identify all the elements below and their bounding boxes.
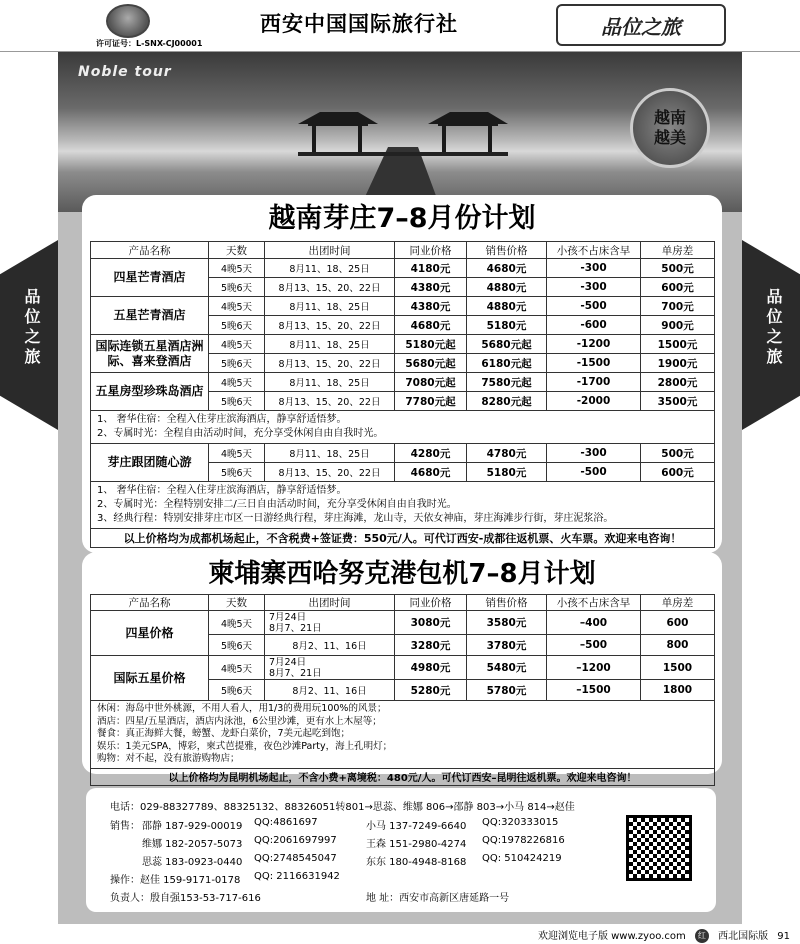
vietnam-footnote: 以上价格均为成都机场起止，不含税费+签证费：550元/人。可代订西安-成都往返机票、火车票。欢迎来电咨询！ <box>91 529 715 548</box>
trade-price: 4280元 <box>395 444 467 463</box>
sales-qq: QQ:1978226816 <box>482 835 565 846</box>
trade-price: 4380元 <box>395 297 467 316</box>
days-cell: 4晚5天 <box>209 335 265 354</box>
product-name: 芽庄跟团随心游 <box>91 444 209 482</box>
retail-price: 7580元起 <box>467 373 547 392</box>
trade-price: 5180元起 <box>395 335 467 354</box>
footer-row <box>91 529 715 548</box>
noble-tour-label: Noble tour <box>78 64 172 80</box>
date-cell: 8月13、15、20、22日 <box>265 463 395 482</box>
child-price: –400 <box>547 611 641 635</box>
retail-price: 4880元 <box>467 297 547 316</box>
retail-price: 8280元起 <box>467 392 547 411</box>
single-supplement: 1900元 <box>641 354 715 373</box>
side-tab-right-text: 品位之旅 <box>764 288 783 368</box>
days-cell: 5晚6天 <box>209 316 265 335</box>
trade-price: 7080元起 <box>395 373 467 392</box>
col-header: 同业价格 <box>395 595 467 611</box>
badge-line-2: 越美 <box>653 128 686 147</box>
days-cell: 4晚5天 <box>209 373 265 392</box>
brand-logo: 品位之旅 <box>556 4 726 46</box>
notes-row <box>91 482 715 529</box>
child-price: –1200 <box>547 656 641 680</box>
single-supplement: 600 <box>641 611 715 635</box>
date-cell: 8月13、15、20、22日 <box>265 392 395 411</box>
retail-price: 4680元 <box>467 259 547 278</box>
trade-price: 7780元起 <box>395 392 467 411</box>
note-line: 1、 奢华住宿：全程入住芽庄滨海酒店，静享舒适悟梦。 <box>97 485 347 496</box>
days-cell: 4晚5天 <box>209 297 265 316</box>
retail-price: 3780元 <box>467 635 547 656</box>
trade-price: 5280元 <box>395 680 467 701</box>
product-name: 四星芒青酒店 <box>91 259 209 297</box>
cambodia-price-table <box>90 594 715 786</box>
col-header: 产品名称 <box>91 242 209 259</box>
col-header: 出团时间 <box>265 242 395 259</box>
cambodia-footnote: 以上价格均为昆明机场起止，不含小费+离境税：480元/人。可代订西安–昆明往返机票。欢迎来电咨询！ <box>91 768 715 785</box>
col-header: 销售价格 <box>467 595 547 611</box>
days-cell: 5晚6天 <box>209 635 265 656</box>
date-cell: 8月11、18、25日 <box>265 373 395 392</box>
child-price: -1500 <box>547 354 641 373</box>
child-price: -1200 <box>547 335 641 354</box>
note-line: 2、专属时光：全程自由活动时间，充分享受休闲自由自我时光。 <box>97 428 384 439</box>
retail-price: 4880元 <box>467 278 547 297</box>
single-supplement: 500元 <box>641 444 715 463</box>
days-cell: 5晚6天 <box>209 278 265 297</box>
sales-label: 销售： <box>110 821 140 832</box>
operator-line: 操作：赵佳 159-9171-0178 <box>110 875 241 886</box>
side-tab-left-text: 品位之旅 <box>22 288 41 368</box>
date-cell: 8月11、18、25日 <box>265 335 395 354</box>
sales-qq: QQ: 510424219 <box>482 853 562 864</box>
manager-line: 负责人：殷自强153-53-717-616 <box>110 893 261 904</box>
date-cell: 8月2、11、16日 <box>265 680 395 701</box>
sales-qq: QQ:4861697 <box>254 817 318 828</box>
child-price: -1700 <box>547 373 641 392</box>
note-line: 酒店：四星/五星酒店，酒店内泳池，6公里沙滩，更有水上木屋等； <box>97 715 382 727</box>
single-supplement: 1500元 <box>641 335 715 354</box>
retail-price: 6180元起 <box>467 354 547 373</box>
footer-edition: 西北国际版 <box>718 931 769 942</box>
single-supplement: 600元 <box>641 463 715 482</box>
badge-line-1: 越南 <box>653 108 686 127</box>
retail-price: 5780元 <box>467 680 547 701</box>
license-number: 许可证号：L-SNX-CJ00001 <box>96 39 203 48</box>
col-header: 单房差 <box>641 242 715 259</box>
single-supplement: 800 <box>641 635 715 656</box>
retail-price: 5480元 <box>467 656 547 680</box>
retail-price: 4780元 <box>467 444 547 463</box>
page-header <box>0 0 800 52</box>
table-row <box>91 259 715 278</box>
product-name: 五星芒青酒店 <box>91 297 209 335</box>
col-header: 产品名称 <box>91 595 209 611</box>
sales-qq: QQ:320333015 <box>482 817 559 828</box>
single-supplement: 500元 <box>641 259 715 278</box>
trade-price: 4680元 <box>395 316 467 335</box>
child-price: -2000 <box>547 392 641 411</box>
retail-price: 5180元 <box>467 316 547 335</box>
page-footer <box>532 927 790 943</box>
vietnam-badge <box>630 88 710 168</box>
product-name: 五星房型珍珠岛酒店 <box>91 373 209 411</box>
footer-website[interactable]: 欢迎浏览电子版 www.zyoo.com <box>537 931 686 942</box>
vietnam-title: 越南芽庄7–8月份计划 <box>268 203 536 234</box>
date-line: 7月24日 <box>269 611 307 623</box>
product-name: 国际连锁五星酒店洲际、喜来登酒店 <box>91 335 209 373</box>
days-cell: 4晚5天 <box>209 611 265 635</box>
trade-price: 3080元 <box>395 611 467 635</box>
days-cell: 4晚5天 <box>209 656 265 680</box>
trade-price: 4680元 <box>395 463 467 482</box>
note-line: 3、经典行程：特别安排芽庄市区一日游经典行程，芽庄海滩，龙山寺，天依女神庙，芽庄海滩步行街，芽庄泥浆浴。 <box>97 513 614 524</box>
date-cell: 8月11、18、25日 <box>265 444 395 463</box>
page-number: 91 <box>777 931 790 942</box>
single-supplement: 1800 <box>641 680 715 701</box>
cambodia-title: 柬埔寨西哈努克港包机7–8月计划 <box>208 559 596 589</box>
address-line: 地 址：西安市高新区唐延路一号 <box>366 893 510 904</box>
days-cell: 4晚5天 <box>209 259 265 278</box>
date-cell: 8月11、18、25日 <box>265 259 395 278</box>
days-cell: 4晚5天 <box>209 444 265 463</box>
col-header: 天数 <box>209 595 265 611</box>
table-row <box>91 335 715 354</box>
note-line: 2、专属时光：全程特别安排二/三日自由活动时间，充分享受休闲自由自我时光。 <box>97 499 457 510</box>
child-price: -600 <box>547 316 641 335</box>
col-header: 单房差 <box>641 595 715 611</box>
note-line: 餐食：真正海鲜大餐，螃蟹、龙虾白菜价，7美元起吃到饱； <box>97 728 351 739</box>
notes-row <box>91 701 715 769</box>
col-header: 同业价格 <box>395 242 467 259</box>
days-cell: 5晚6天 <box>209 463 265 482</box>
child-price: -300 <box>547 259 641 278</box>
days-cell: 5晚6天 <box>209 354 265 373</box>
child-price: –500 <box>547 635 641 656</box>
sales-contact: 思蕊 183-0923-0440 <box>142 857 243 868</box>
single-supplement: 1500 <box>641 656 715 680</box>
child-price: -500 <box>547 297 641 316</box>
date-cell: 8月13、15、20、22日 <box>265 354 395 373</box>
table-row <box>91 611 715 635</box>
date-cell: 8月13、15、20、22日 <box>265 278 395 297</box>
days-cell: 5晚6天 <box>209 392 265 411</box>
single-supplement: 900元 <box>641 316 715 335</box>
date-line: 8月7、21日 <box>269 622 322 634</box>
table-row <box>91 444 715 463</box>
single-supplement: 3500元 <box>641 392 715 411</box>
date-line: 8月7、21日 <box>269 667 322 679</box>
col-header: 销售价格 <box>467 242 547 259</box>
single-supplement: 2800元 <box>641 373 715 392</box>
cits-logo <box>106 4 150 38</box>
qr-code[interactable] <box>626 815 692 881</box>
tour-notes <box>91 482 715 529</box>
days-cell: 5晚6天 <box>209 680 265 701</box>
table-row <box>91 373 715 392</box>
col-header: 小孩不占床含早 <box>547 595 641 611</box>
child-price: -300 <box>547 278 641 297</box>
child-price: –1500 <box>547 680 641 701</box>
single-supplement: 700元 <box>641 297 715 316</box>
product-name: 国际五星价格 <box>91 656 209 701</box>
note-line: 1、 奢华住宿：全程入住芽庄滨海酒店，静享舒适悟梦。 <box>97 414 347 425</box>
date-cell <box>265 611 395 635</box>
date-cell: 8月2、11、16日 <box>265 635 395 656</box>
vietnam-price-table <box>90 241 715 548</box>
sales-qq: QQ:2061697997 <box>254 835 337 846</box>
cambodia-table-wrap <box>90 594 715 786</box>
trade-price: 4980元 <box>395 656 467 680</box>
sales-contact: 维娜 182-2057-5073 <box>142 839 243 850</box>
sales-contact: 邵静 187-929-00019 <box>142 821 243 832</box>
hotel-notes <box>91 411 715 444</box>
table-header-row <box>91 242 715 259</box>
note-line: 娱乐：1美元SPA，博彩，柬式芭提雅，夜色沙滩Party，海上孔明灯； <box>97 740 393 752</box>
sales-contact: 东东 180-4948-8168 <box>366 857 467 868</box>
retail-price: 5680元起 <box>467 335 547 354</box>
vietnam-table-wrap <box>90 241 715 548</box>
col-header: 天数 <box>209 242 265 259</box>
date-line: 7月24日 <box>269 656 307 668</box>
phone-line: 电话：029-88327789、88325132、88326051转801→思蕊、维娜 806→邵静 803→小马 814→赵佳 <box>110 802 575 813</box>
child-price: -300 <box>547 444 641 463</box>
agency-name: 西安中国国际旅行社 <box>260 12 458 36</box>
sales-contact: 王森 151-2980-4274 <box>366 839 467 850</box>
retail-price: 3580元 <box>467 611 547 635</box>
table-header-row <box>91 595 715 611</box>
trade-price: 4180元 <box>395 259 467 278</box>
single-supplement: 600元 <box>641 278 715 297</box>
trade-price: 4380元 <box>395 278 467 297</box>
note-line: 购物：对不起，没有旅游购物店； <box>97 753 240 764</box>
trade-price: 5680元起 <box>395 354 467 373</box>
retail-price: 5180元 <box>467 463 547 482</box>
col-header: 出团时间 <box>265 595 395 611</box>
date-cell <box>265 656 395 680</box>
product-name: 四星价格 <box>91 611 209 656</box>
col-header: 小孩不占床含早 <box>547 242 641 259</box>
table-row <box>91 297 715 316</box>
notes-row <box>91 411 715 444</box>
date-cell: 8月11、18、25日 <box>265 297 395 316</box>
table-row <box>91 656 715 680</box>
footer-row <box>91 768 715 785</box>
child-price: -500 <box>547 463 641 482</box>
note-line: 休闲：海岛中世外桃源，不用人看人，用1/3的费用玩100%的风景； <box>97 703 387 714</box>
operator-qq: QQ: 2116631942 <box>254 871 340 882</box>
date-cell: 8月13、15、20、22日 <box>265 316 395 335</box>
trade-price: 3280元 <box>395 635 467 656</box>
cambodia-notes <box>91 701 715 769</box>
red-circle-icon: 红 <box>695 929 709 943</box>
sales-qq: QQ:2748545047 <box>254 853 337 864</box>
sales-contact: 小马 137-7249-6640 <box>366 821 467 832</box>
